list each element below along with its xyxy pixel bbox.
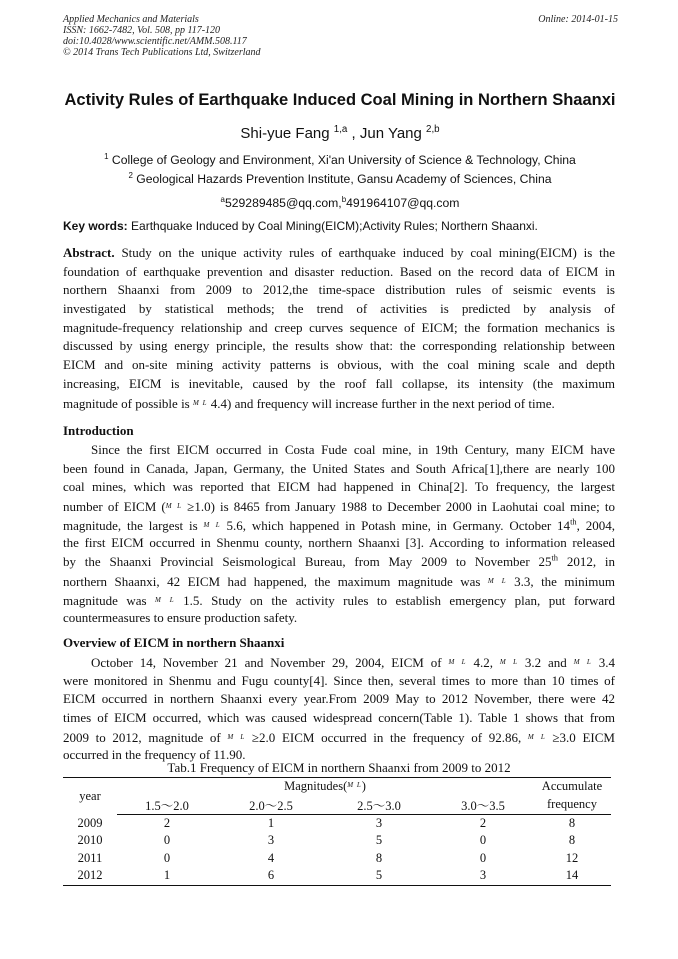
ordinal-sup: th — [570, 516, 577, 527]
abstract-text: Study on the unique activity rules of earthquake induced by coal mining(EICM) is the — [114, 245, 615, 260]
intro-text: 3.3, the minimum — [506, 573, 615, 589]
affiliation-2-text: Geological Hazards Prevention Institute, Gansu Academy of Sciences, China — [132, 172, 552, 186]
author-separator: , — [347, 125, 360, 142]
ml-symbol: M L — [155, 595, 175, 604]
table-row — [63, 867, 611, 885]
abstract-line: EICM and on-site mining activity patterns is obvious, with the coal mining scale and depth — [63, 357, 615, 373]
ordinal-sup: th — [551, 552, 559, 563]
journal-copyright: © 2014 Trans Tech Publications Ltd, Switzerland — [63, 47, 261, 58]
intro-line — [63, 516, 615, 535]
intro-text: magnitude was — [63, 592, 156, 608]
ml-symbol: M L — [227, 732, 246, 741]
overview-text: 3.2 and — [517, 655, 574, 670]
value-cell: 1 — [117, 867, 217, 885]
paper-title: Activity Rules of Earthquake Induced Coal Mining in Northern Shaanxi — [64, 91, 616, 109]
introduction-body — [63, 441, 615, 628]
range-header: 3.0～3.5 — [433, 796, 533, 815]
overview-text: ≥3.0 EICM — [545, 729, 615, 745]
abstract-label: Abstract. — [63, 245, 115, 260]
overview-text: 2009 to 2012, magnitude of — [63, 729, 228, 745]
intro-line: the first EICM occurred in Shenmu county, northern Shaanxi [3]. According to information released — [63, 535, 615, 551]
intro-line — [63, 572, 615, 591]
overview-text: 3.4 — [591, 655, 615, 670]
value-cell: 3 — [433, 867, 533, 885]
abstract-line: discussed by using energy principle, the results show that: the corresponding relationship between — [63, 338, 615, 354]
intro-text: 2012, in — [558, 554, 615, 570]
intro-line: Since the first EICM occurred in Costa Fude coal mine, in 19th Century, many EICM have — [91, 442, 615, 457]
accumulate-cell: 14 — [533, 867, 611, 885]
journal-header — [63, 14, 618, 58]
abstract-line: investigated by statistical methods; the trend of activities is predicted by analysis of — [63, 301, 615, 317]
author-2-name: Jun Yang — [359, 125, 427, 142]
ml-symbol: M L — [527, 732, 546, 741]
frequency-header: frequency — [533, 796, 611, 815]
value-cell: 0 — [479, 833, 487, 848]
ml-symbol: M L — [487, 576, 507, 585]
ml-symbol: M L — [347, 781, 362, 790]
ml-symbol: M L — [193, 398, 208, 407]
ml-symbol: M L — [448, 658, 467, 666]
intro-text: magnitude, the largest is — [63, 517, 204, 533]
value-cell: 0 — [163, 833, 171, 848]
abstract — [63, 244, 615, 412]
intro-text: number of EICM ( — [63, 499, 166, 515]
frequency-table — [63, 777, 611, 886]
abstract-line — [63, 394, 615, 413]
email-b-sup: b — [341, 194, 347, 204]
table-row — [63, 832, 611, 850]
affiliation-2 — [40, 172, 640, 186]
intro-text: 5.6, which happened in Potash mine, in Germany. October 14 — [220, 517, 571, 533]
overview-text: 4.2, — [466, 655, 500, 670]
value-cell: 2 — [479, 815, 487, 830]
overview-line: were monitored in Shenmu and Fugu county[4]. Since then, several times to more than 10 times of — [63, 672, 615, 688]
value-cell: 6 — [217, 867, 325, 885]
abstract-line: magnitude-frequency relationship and creep curves sequence of EICM; the formation mechanics is — [63, 319, 615, 335]
email-a-sup: a — [220, 194, 225, 204]
introduction-heading: Introduction — [63, 423, 134, 438]
year-cell: 2009 — [77, 815, 103, 830]
email-a[interactable]: 529289485@qq.com, — [224, 196, 342, 210]
range-header: 1.5～2.0 — [117, 796, 217, 815]
overview-line: occurred in the frequency of 11.90. — [63, 747, 246, 763]
accumulate-header: Accumulate — [533, 778, 611, 796]
ml-symbol: M L — [573, 658, 592, 666]
year-cell: 2011 — [77, 850, 103, 865]
overview-body — [63, 653, 615, 765]
intro-text: ≥1.0) is 8465 from January 1988 to December 2000 in Laohutai coal mine; to — [182, 499, 615, 515]
value-cell: 5 — [375, 833, 383, 848]
table-row — [63, 814, 611, 832]
value-cell: 0 — [163, 850, 171, 865]
overview-heading: Overview of EICM in northern Shaanxi — [63, 635, 285, 650]
journal-issn: ISSN: 1662-7482, Vol. 508, pp 117-120 — [63, 25, 221, 36]
range-header: 2.5～3.0 — [325, 796, 433, 815]
online-date: Online: 2014-01-15 — [538, 14, 618, 25]
ml-symbol: M L — [165, 502, 183, 511]
author-1-sup: 1,a — [333, 124, 348, 135]
value-cell: 3 — [267, 833, 275, 848]
range-header: 2.0～2.5 — [217, 796, 325, 815]
author-1-name: Shi-yue Fang — [240, 125, 334, 142]
magnitudes-header-text: ) — [361, 779, 366, 794]
intro-text: , 2004, — [576, 517, 615, 533]
affiliation-1-text: College of Geology and Environment, Xi'an University of Science & Technology, China — [108, 153, 576, 167]
affiliation-1 — [40, 153, 640, 167]
journal-name: Applied Mechanics and Materials — [63, 14, 199, 25]
abstract-line: increasing, EICM is inevitable, caused by the roof fall collapse, its intensity (the maximum — [63, 375, 615, 391]
overview-text: ≥2.0 EICM occurred in the frequency of 92.86, — [245, 729, 528, 745]
journal-doi[interactable]: doi:10.4028/www.scientific.net/AMM.508.117 — [63, 36, 247, 47]
abstract-line — [63, 244, 615, 263]
value-cell: 0 — [479, 850, 487, 865]
keywords — [63, 219, 623, 233]
intro-line: countermeasures to ensure production safety. — [63, 610, 298, 626]
email-b[interactable]: 491964107@qq.com — [346, 196, 460, 210]
table-row — [63, 850, 611, 868]
abstract-line: northern Shaanxi from 2009 to 2012,the time-space distribution rules of seismic events is — [63, 282, 615, 298]
intro-text: by the Shaanxi Provincial Seismological Bureau, from May 2009 to November 25 — [63, 554, 552, 570]
intro-text: 1.5. Study on the activity rules to establish emergency plan, put forward — [174, 592, 615, 608]
author-line — [40, 125, 640, 142]
accumulate-cell: 8 — [568, 815, 576, 830]
table-caption: Tab.1 Frequency of EICM in northern Shaanxi from 2009 to 2012 — [167, 760, 511, 775]
value-cell: 5 — [325, 867, 433, 885]
accumulate-cell: 8 — [568, 833, 576, 848]
accumulate-cell: 12 — [565, 850, 579, 865]
year-cell: 2012 — [63, 867, 117, 885]
value-cell: 1 — [267, 815, 275, 830]
intro-text: northern Shaanxi, 42 EICM had happened, the maximum magnitude was — [63, 573, 488, 589]
overview-line — [63, 653, 615, 672]
affiliation-2-num: 2 — [128, 170, 133, 180]
ml-symbol: M L — [499, 658, 518, 666]
magnitudes-header — [117, 778, 533, 796]
affiliation-1-num: 1 — [104, 151, 109, 161]
overview-text: October 14, November 21 and November 29, 2004, EICM of — [91, 655, 449, 670]
abstract-text: magnitude of possible is — [63, 395, 193, 411]
author-emails — [40, 196, 640, 210]
ml-symbol: M L — [203, 520, 221, 529]
intro-line: been found in Canada, Japan, Germany, the United States and South Africa[1],there are nearly 100 — [63, 460, 615, 476]
author-2-sup: 2,b — [426, 124, 440, 135]
overview-line: EICM occurred in northern Shaanxi every year.From 2009 May to 2012 November, there were 42 — [63, 691, 615, 707]
keywords-text: Earthquake Induced by Coal Mining(EICM);Activity Rules; Northern Shaanxi. — [131, 219, 538, 233]
value-cell: 2 — [163, 815, 171, 830]
overview-line — [63, 728, 615, 747]
intro-line — [63, 553, 615, 572]
value-cell: 8 — [375, 850, 383, 865]
year-cell: 2010 — [77, 833, 103, 848]
abstract-line: foundation of earthquake prevention and disaster reduction. Based on the record data of EICM in — [63, 263, 615, 279]
intro-line — [63, 591, 615, 610]
keywords-label: Key words: — [63, 219, 132, 233]
value-cell: 3 — [375, 815, 383, 830]
magnitudes-header-text: Magnitudes( — [284, 779, 348, 794]
year-header: year — [63, 778, 117, 815]
value-cell: 4 — [267, 850, 275, 865]
overview-line: times of EICM occurred, which was caused widespread concern(Table 1). Table 1 shows that from — [63, 710, 615, 726]
abstract-text: 4.4) and frequency will increase further in the next period of time. — [207, 395, 555, 411]
intro-line: coal mines, which was reported that EICM had happened in China[2]. To frequency, the largest — [63, 479, 615, 495]
intro-line — [63, 497, 615, 516]
